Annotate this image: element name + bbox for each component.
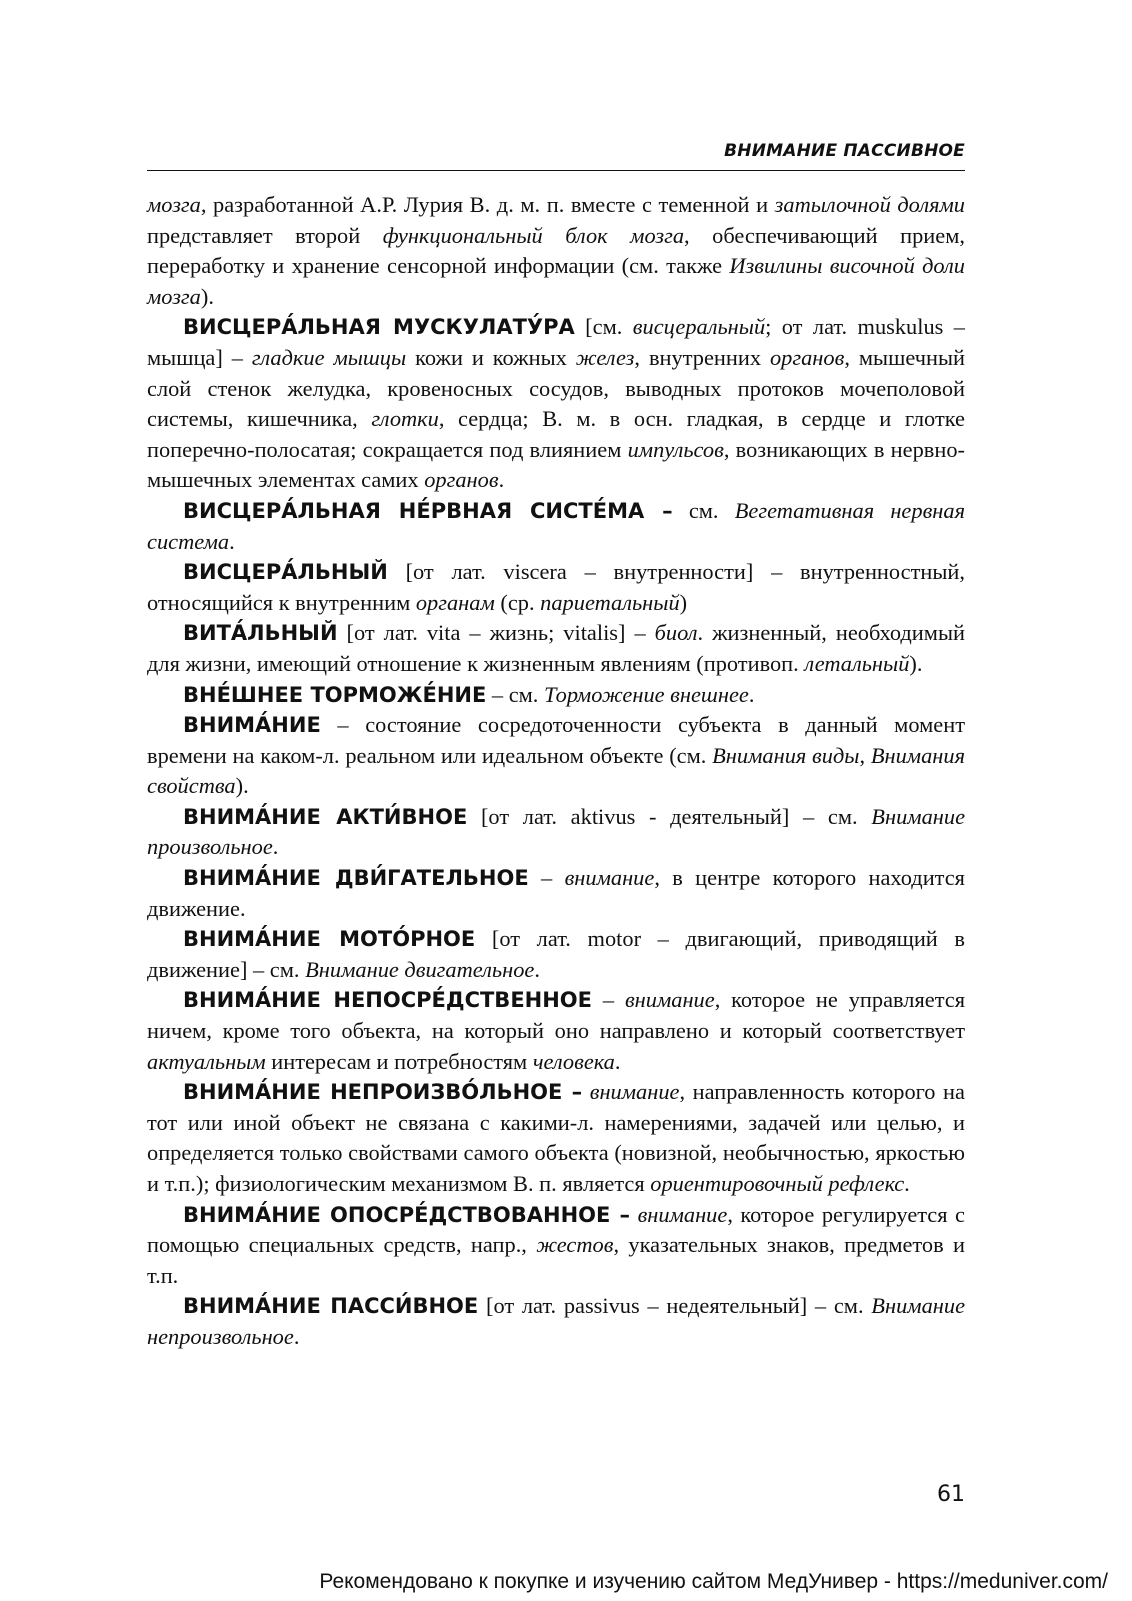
italic-term: Вегетативная нервная система xyxy=(147,497,965,554)
running-header: ВНИМАНИЕ ПАССИВНОЕ xyxy=(724,141,965,161)
italic-term: внимание xyxy=(637,1201,728,1227)
entry-text: – xyxy=(592,987,625,1013)
entry-text: ). xyxy=(235,773,249,799)
entry-text: кожи и кожных xyxy=(406,344,576,370)
entry-text: – см. xyxy=(486,681,545,707)
italic-term: париетальный xyxy=(540,589,680,615)
italic-term: человека xyxy=(532,1048,615,1074)
italic-term: жестов xyxy=(536,1232,614,1258)
entry-text: , в центре которого находится движение. xyxy=(147,865,965,921)
italic-term: функциональный блок мозга xyxy=(382,222,685,248)
page-number: 61 xyxy=(937,1482,965,1507)
italic-term: внимание xyxy=(624,987,715,1013)
italic-term: Внимание непроизвольное xyxy=(147,1293,966,1349)
entry-text: – состояние сосредоточенности субъекта в данный момент времени на каком-л. реальном или идеальном объекте (см. xyxy=(147,712,965,768)
entry-text: ) xyxy=(679,589,688,615)
entry-headword: ВИСЦЕРА́ЛЬНЫЙ xyxy=(183,560,388,585)
entry-headword: ВНИМА́НИЕ НЕПРОИЗВО́ЛЬНОЕ – xyxy=(183,1080,583,1105)
entry-headword: ВИСЦЕРА́ЛЬНАЯ МУСКУЛАТУ́РА xyxy=(183,315,575,340)
entry-text: , внутренних xyxy=(634,344,770,370)
entry-text: . xyxy=(498,467,505,493)
entry-headword: ВНИМА́НИЕ НЕПОСРЕ́ДСТВЕННОЕ xyxy=(183,988,593,1013)
entry-text: . xyxy=(293,1323,300,1349)
italic-term: Внимания виды xyxy=(712,742,860,768)
entry-text: , мышечный слой стенок желудка, кровеносных сосудов, выводных протоков мочеполовой системы, кишечника, xyxy=(147,344,965,432)
header-rule xyxy=(147,170,965,171)
entry-headword: ВНИМА́НИЕ АКТИ́ВНОЕ xyxy=(183,804,468,829)
entry-text: . xyxy=(272,834,279,860)
entry-text: см. xyxy=(672,497,735,523)
entry-text: . xyxy=(904,1171,910,1196)
dictionary-entry xyxy=(147,1200,965,1292)
entry-text: . xyxy=(748,681,755,707)
italic-term: летальный xyxy=(804,650,910,676)
entry-headword: ВИТА́ЛЬНЫЙ xyxy=(183,621,338,646)
italic-term: Внимание произвольное xyxy=(147,803,966,860)
entry-text: [от лат. motor – двигающий, приводящий в движение] – см. xyxy=(147,926,965,982)
entry-headword: ВНИМА́НИЕ ДВИ́ГАТЕЛЬНОЕ xyxy=(183,866,529,891)
italic-term: органов xyxy=(769,344,845,370)
entry-text: представляет второй xyxy=(147,222,383,248)
entry-headword: ВНИМА́НИЕ ОПОСРЕ́ДСТВОВАННОЕ – xyxy=(183,1202,631,1227)
entry-text: , которое не управляется ничем, кроме того объекта, на который оно направлено и который соответствует xyxy=(147,987,966,1044)
entry-text: [от лат. vita – жизнь; vitalis] – xyxy=(337,620,655,646)
entry-text: . xyxy=(229,528,235,554)
dictionary-entry xyxy=(147,557,965,618)
italic-term: Внимание двигательное xyxy=(305,956,535,982)
italic-term: органов xyxy=(424,467,499,493)
entry-text: – xyxy=(528,865,565,891)
italic-term: гладкие мышцы xyxy=(251,344,407,370)
dictionary-entry xyxy=(147,680,965,711)
italic-term: желез xyxy=(575,344,635,370)
dictionary-entry xyxy=(147,1077,965,1199)
entry-text xyxy=(630,1202,638,1227)
entry-text: [от лат. passivus – недеятельный] – см. xyxy=(478,1293,872,1319)
footer-recommendation: Рекомендовано к покупке и изучению сайтом МедУнивер - https://meduniver.com/ xyxy=(319,1570,1108,1593)
entry-text: интересам и потребностям xyxy=(265,1048,533,1074)
dictionary-entry xyxy=(147,710,965,802)
entry-text: , указательных знаков, предметов и т.п. xyxy=(147,1232,966,1288)
italic-term: Торможение внешнее xyxy=(544,681,749,707)
entry-headword: ВНЕ́ШНЕЕ ТОРМОЖЕ́НИЕ xyxy=(183,682,487,707)
italic-term: затылочной долями xyxy=(774,192,965,217)
entry-headword: ВНИМА́НИЕ МОТО́РНОЕ xyxy=(183,927,476,952)
entry-text: [от лат. viscera – внутренности] – внутренностный, относящийся к внутренним xyxy=(147,559,965,615)
italic-term: биол xyxy=(654,620,698,646)
dictionary-entry xyxy=(147,1291,965,1352)
entry-text: [см. xyxy=(574,314,633,340)
entry-text: ; от лат. muskulus – мышца] – xyxy=(147,314,966,370)
italic-term: Внимания свойства xyxy=(147,742,966,799)
italic-term: актуальным xyxy=(147,1048,266,1074)
entry-text: . жизненный, необходимый для жизни, имеющий отношение к жизненным явлениям (противоп. xyxy=(147,620,965,676)
dictionary-entry xyxy=(147,312,965,496)
italic-term: импульсов xyxy=(627,436,724,462)
italic-term: ориентировочный рефлекс xyxy=(650,1171,905,1196)
dictionary-body xyxy=(147,190,965,1353)
entry-headword: ВНИМА́НИЕ ПАССИ́ВНОЕ xyxy=(183,1294,479,1319)
entry-text: [от лат. aktivus - деятельный] – см. xyxy=(467,803,872,829)
continuation-paragraph xyxy=(147,190,965,312)
entry-text: , обеспечивающий прием, переработку и хранение сенсорной информации (см. также xyxy=(147,222,965,279)
italic-term: внимание xyxy=(589,1079,680,1105)
italic-term: висцеральный xyxy=(632,314,766,340)
dictionary-entry xyxy=(147,924,965,985)
dictionary-entry xyxy=(147,496,965,557)
entry-text: , которое регулируется с помощью специальных средств, напр., xyxy=(147,1201,965,1258)
entry-text: . xyxy=(534,956,540,982)
italic-term: мозга xyxy=(147,192,201,217)
entry-text: ). xyxy=(909,650,923,676)
dictionary-entry xyxy=(147,863,965,924)
entry-text xyxy=(582,1079,590,1104)
italic-term: глотки xyxy=(371,406,439,432)
entry-text: , разработанной А.Р. Лурия В. д. м. п. вместе с теменной и xyxy=(200,192,775,217)
entry-text: , xyxy=(859,742,871,768)
dictionary-entry xyxy=(147,618,965,679)
entry-headword: ВНИМА́НИЕ xyxy=(183,713,321,738)
entry-text: (ср. xyxy=(494,589,541,615)
entry-text: , сердца; В. м. в осн. гладкая, в сердце и глотке поперечно-полосатая; сокращается под влиянием xyxy=(147,406,965,462)
italic-term: Извилины височной доли мозга xyxy=(147,253,965,309)
dictionary-entry xyxy=(147,802,965,863)
entry-text: , возникающих в нервно-мышечных элементах самих xyxy=(147,436,965,493)
entry-text: ). xyxy=(200,283,214,309)
italic-term: органам xyxy=(415,589,495,615)
entry-text: , направленность которого на тот или иной объект не связана с какими-л. намерениями, задачей или целью, и определяется только свойствами самого объекта (новизной, необычностью, яркостью и т.п.); физиологическим механизмом В. п. является xyxy=(147,1079,965,1196)
entry-text: . xyxy=(614,1048,621,1074)
dictionary-entry xyxy=(147,985,965,1077)
italic-term: внимание xyxy=(564,865,655,891)
entry-headword: ВИСЦЕРА́ЛЬНАЯ НЕ́РВНАЯ СИСТЕ́МА – xyxy=(183,498,673,523)
